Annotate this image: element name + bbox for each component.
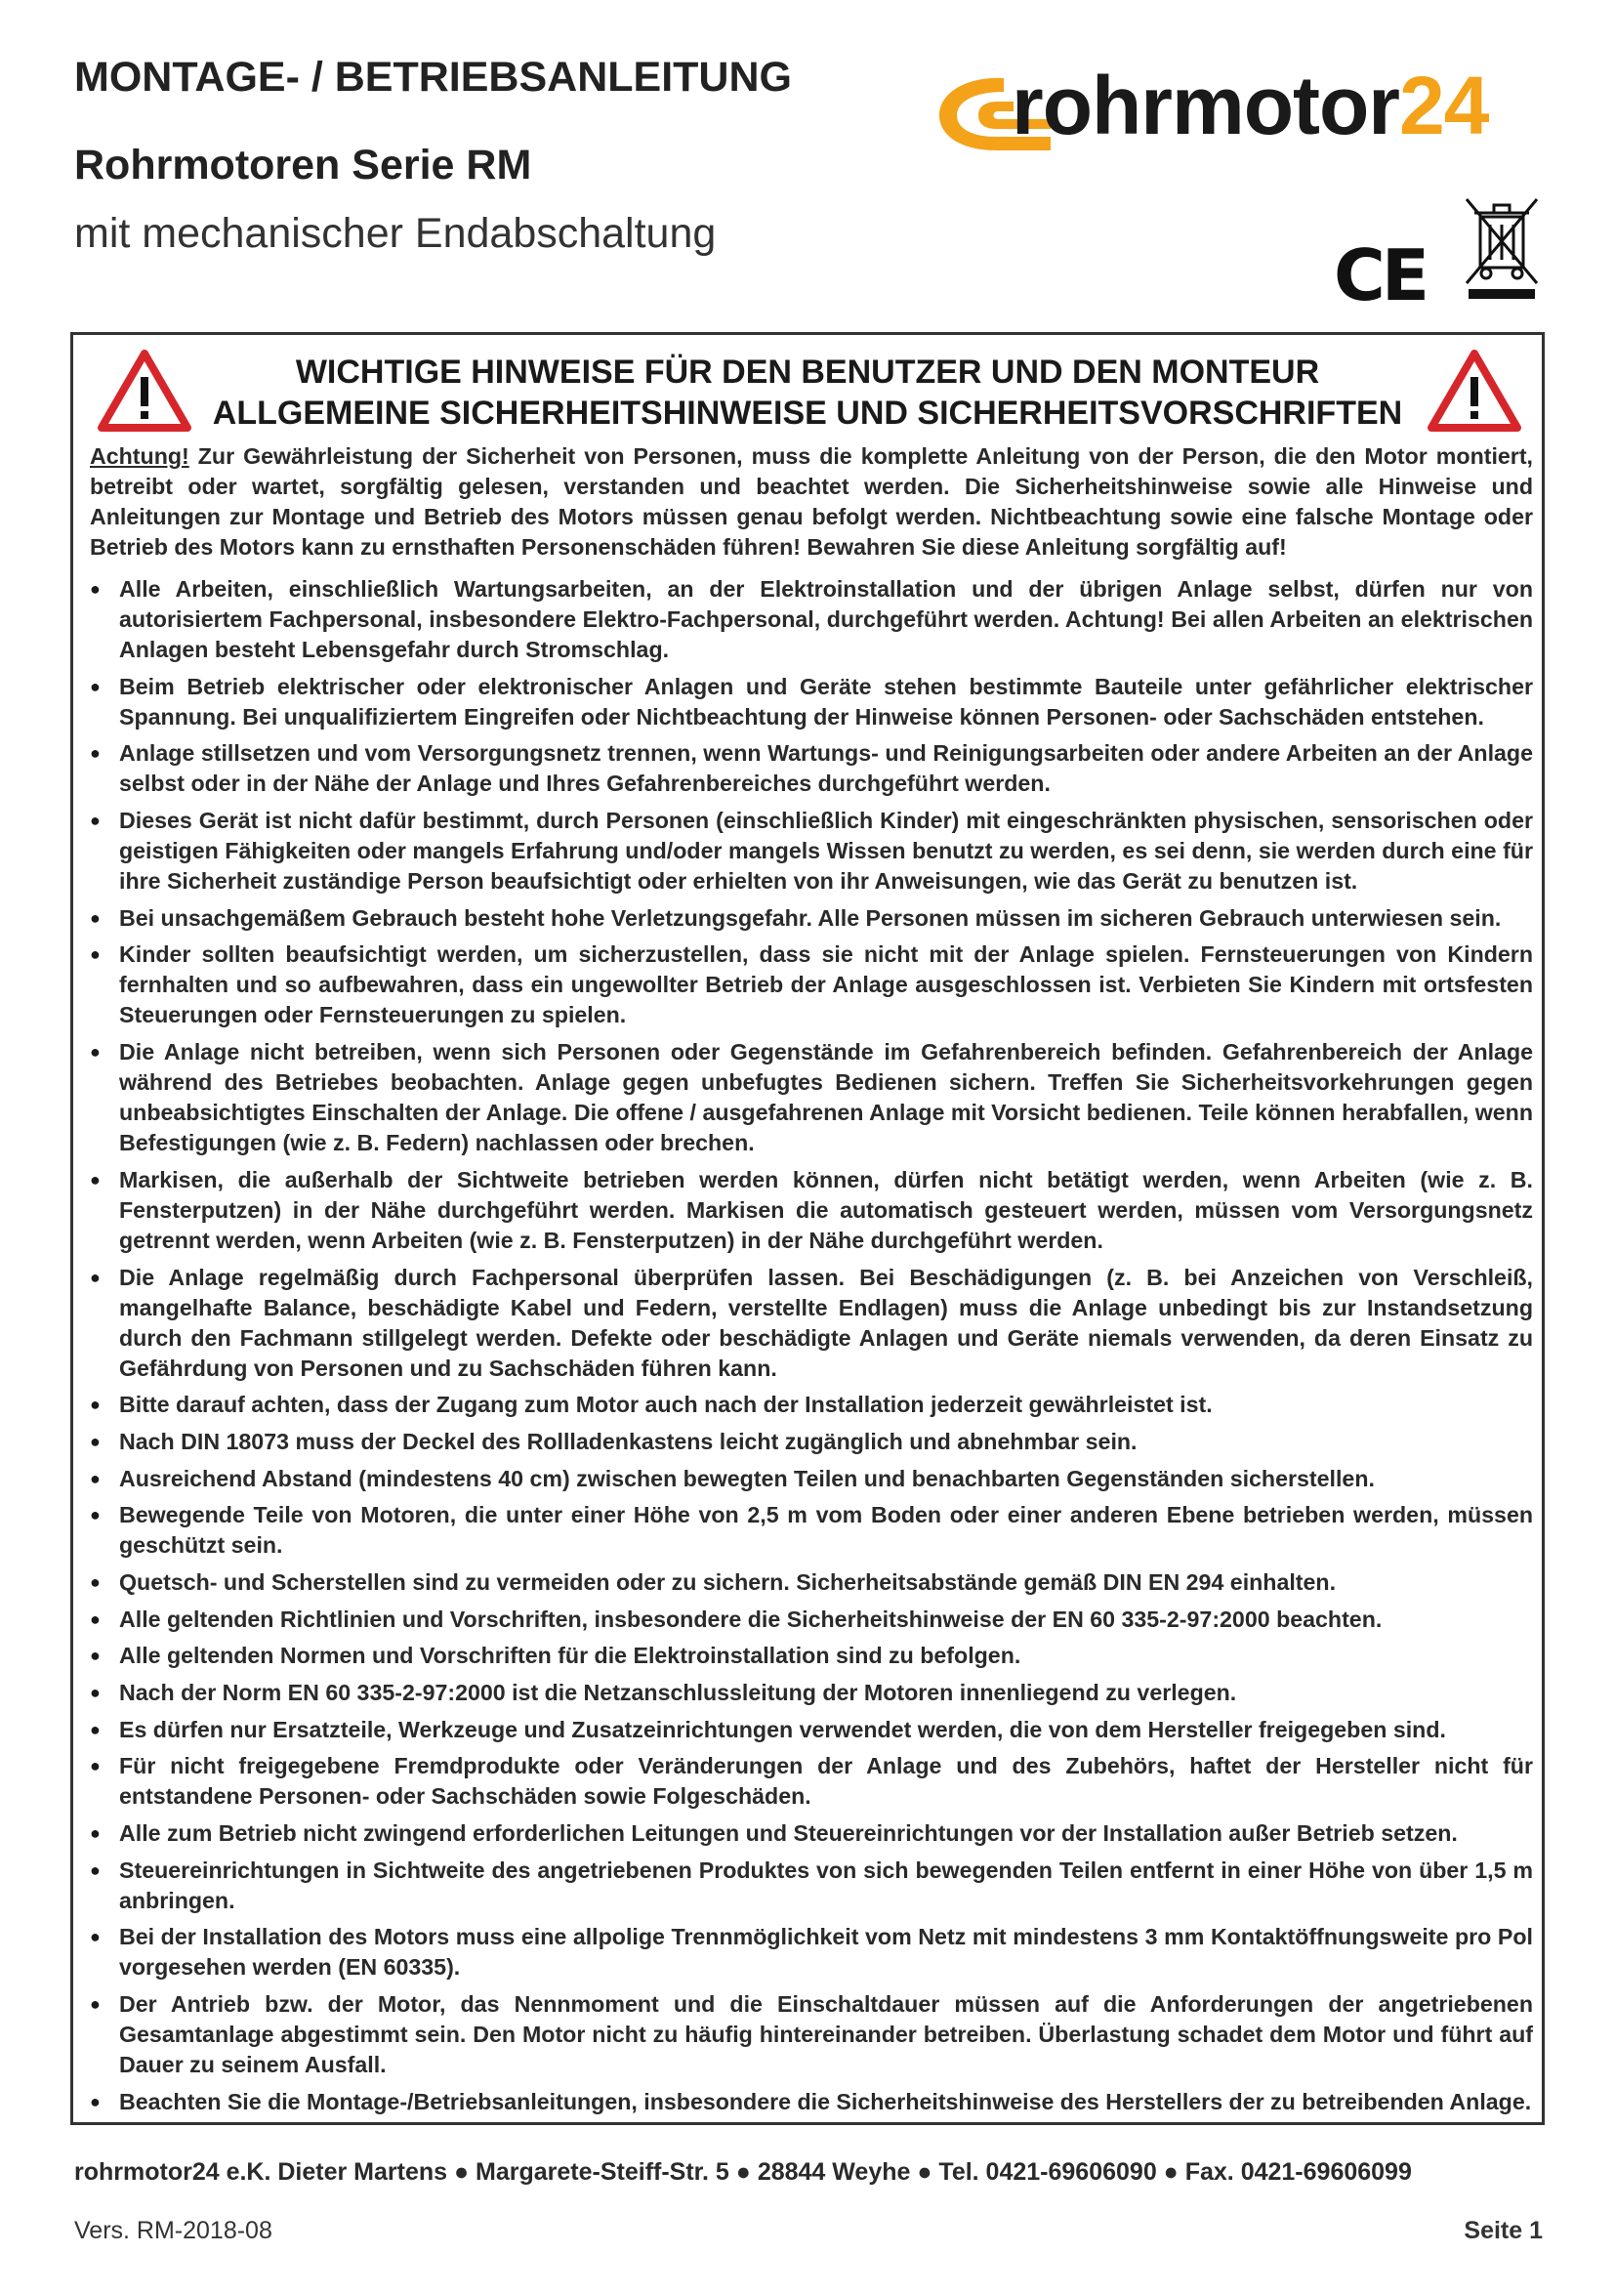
list-item: ● Der Antrieb bzw. der Motor, das Nennmoment und die Einschaltdauer müssen auf die Anforderungen der angetriebenen Gesamtanlage abgestimmt sein. Den Motor nicht zu häufig hintereinander betreiben. Überlastung schadet dem Motor und führt auf Dauer zu seinem Ausfall. <box>90 1989 1533 2080</box>
list-item: ● Alle Arbeiten, einschließlich Wartungsarbeiten, an der Elektroinstallation und der übrigen Anlage selbst, dürfen nur von autorisiertem Fachpersonal, insbesondere Elektro-Fachpersonal, durchgeführt werden. Achtung! Bei allen Arbeiten an elektrischen Anlagen besteht Lebensgefahr durch Stromschlag. <box>90 574 1533 665</box>
list-item: ● Alle zum Betrieb nicht zwingend erforderlichen Leitungen und Steuereinrichtungen vor der Installation außer Betrieb setzen. <box>90 1818 1533 1849</box>
warning-triangle-icon <box>1428 350 1521 432</box>
document-title: MONTAGE- / BETRIEBSANLEITUNG <box>74 54 792 101</box>
list-item: ● Quetsch- und Scherstellen sind zu vermeiden oder zu sichern. Sicherheitsabstände gemäß DIN EN 294 einhalten. <box>90 1567 1533 1598</box>
logo-text: rohrmotor <box>1012 60 1399 151</box>
document-version: Vers. RM-2018-08 <box>74 2217 272 2244</box>
footer-company-address: rohrmotor24 e.K. Dieter Martens ● Margarete-Steiff-Str. 5 ● 28844 Weyhe ● Tel. 0421-69606090 ● Fax. 0421-69606099 <box>74 2158 1412 2186</box>
logo-wordmark <box>1012 60 1489 151</box>
document-subtitle: Rohrmotoren Serie RM <box>74 142 532 188</box>
ce-mark-icon: CE <box>1334 234 1427 316</box>
list-item: ● Bitte darauf achten, dass der Zugang zum Motor auch nach der Installation jederzeit gewährleistet ist. <box>90 1390 1533 1420</box>
list-item: ● Bei der Installation des Motors muss eine allpolige Trennmöglichkeit vom Netz mit mindestens 3 mm Kontaktöffnungsweite pro Pol vorgesehen werden (EN 60335). <box>90 1922 1533 1983</box>
list-item: ● Markisen, die außerhalb der Sichtweite betrieben werden können, dürfen nicht betätigt werden, wenn Arbeiten (wie z. B. Fensterputzen) in der Nähe durchgeführt werden. Markisen die automatisch gesteuert werden, müssen vom Versorgungsnetz getrennt werden, wenn Arbeiten (wie z. B. Fensterputzen) in der Nähe durchgeführt werden. <box>90 1165 1533 1256</box>
list-item: ● Bewegende Teile von Motoren, die unter einer Höhe von 2,5 m vom Boden oder einer anderen Ebene betrieben werden, müssen geschützt sein. <box>90 1500 1533 1561</box>
document-subtitle-2: mit mechanischer Endabschaltung <box>74 210 717 257</box>
list-item: ● Alle geltenden Normen und Vorschriften für die Elektroinstallation sind zu befolgen. <box>90 1641 1533 1671</box>
logo-number: 24 <box>1398 60 1489 151</box>
weee-crossed-bin-icon <box>1463 191 1541 301</box>
list-item: ● Beachten Sie die Montage-/Betriebsanleitungen, insbesondere die Sicherheitshinweise des Herstellers der zu betreibenden Anlage. <box>90 2087 1533 2117</box>
list-item: ● Steuereinrichtungen in Sichtweite des angetriebenen Produktes von sich bewegenden Teilen entfernt in einer Höhe von über 1,5 m anbringen. <box>90 1856 1533 1916</box>
list-item: ● Beim Betrieb elektrischer oder elektronischer Anlagen und Geräte stehen bestimmte Bauteile unter gefährlicher elektrischer Spannung. Bei unqualifiziertem Eingreifen oder Nichtbeachtung der Hinweise können Personen- oder Sachschäden entstehen. <box>90 672 1533 732</box>
page-number: Seite 1 <box>1464 2217 1543 2244</box>
notice-subheading: ALLGEMEINE SICHERHEITSHINWEISE UND SICHERHEITSVORSCHRIFTEN <box>212 395 1403 432</box>
list-item: ● Dieses Gerät ist nicht dafür bestimmt, durch Personen (einschließlich Kinder) mit eingeschränkten physischen, sensorischen oder geistigen Fähigkeiten oder mangels Erfahrung und/oder mangels Wissen benutzt zu werden, es sei denn, sie werden durch eine für ihre Sicherheit zuständige Person beaufsichtigt oder erhielten von ihr Anweisungen, wie das Gerät zu benutzen ist. <box>90 806 1533 897</box>
safety-instructions-list <box>90 574 1533 2124</box>
list-item: ● Die Anlage regelmäßig durch Fachpersonal überprüfen lassen. Bei Beschädigungen (z. B. bei Anzeichen von Verschleiß, mangelhafte Balance, beschädigte Kabel und Federn, verstellte Endlagen) muss die Anlage unbedingt bis zur Instandsetzung durch den Fachmann stillgelegt werden. Defekte oder beschädigte Anlagen und Geräte niemals verwenden, da deren Einsatz zu Gefährdung von Personen und zu Sachschäden führen kann. <box>90 1263 1533 1384</box>
list-item: ● Alle geltenden Richtlinien und Vorschriften, insbesondere die Sicherheitshinweise der EN 60 335-2-97:2000 beachten. <box>90 1605 1533 1635</box>
list-item: ● Bei unsachgemäßem Gebrauch besteht hohe Verletzungsgefahr. Alle Personen müssen im sicheren Gebrauch unterwiesen sein. <box>90 903 1533 934</box>
list-item: ● Für nicht freigegebene Fremdprodukte oder Veränderungen der Anlage und des Zubehörs, haftet der Hersteller nicht für entstandene Personen- oder Sachschäden sowie Folgeschäden. <box>90 1751 1533 1812</box>
list-item: ● Die Anlage nicht betreiben, wenn sich Personen oder Gegenstände im Gefahrenbereich befinden. Gefahrenbereich der Anlage während des Betriebes beobachten. Anlage gegen unbefugtes Bedienen sichern. Treffen Sie Sicherheitsvorkehrungen gegen unbeabsichtigtes Einschalten der Anlage. Die offene / ausgefahrenen Anlage mit Vorsicht bedienen. Teile können herabfallen, wenn Befestigungen (wie z. B. Federn) nachlassen oder brechen. <box>90 1037 1533 1158</box>
list-item: ● Anlage stillsetzen und vom Versorgungsnetz trennen, wenn Wartungs- und Reinigungsarbeiten oder andere Arbeiten an der Anlage selbst oder in der Nähe der Anlage und Ihres Gefahrenbereiches durchgeführt werden. <box>90 738 1533 799</box>
warning-triangle-icon <box>98 350 191 432</box>
list-item: ● Nach DIN 18073 muss der Deckel des Rollladenkastens leicht zugänglich und abnehmbar sein. <box>90 1427 1533 1457</box>
list-item: ● Es dürfen nur Ersatzteile, Werkzeuge und Zusatzeinrichtungen verwendet werden, die von dem Hersteller freigegeben sind. <box>90 1715 1533 1745</box>
notice-heading: WICHTIGE HINWEISE FÜR DEN BENUTZER UND DEN MONTEUR <box>295 354 1320 391</box>
achtung-label: Achtung! <box>90 443 189 469</box>
notice-intro <box>90 441 1533 563</box>
intro-text: Zur Gewährleistung der Sicherheit von Personen, muss die komplette Anleitung von der Person, die den Motor montiert, betreibt oder wartet, sorgfältig gelesen, verstanden und beachtet werden. Die Sicherheitshinweise sowie alle Hinweise und Anleitungen zur Montage und Betrieb des Motors müssen genau befolgt werden. Nichtbeachtung sowie eine falsche Montage oder Betrieb des Motors kann zu ernsthaften Personenschäden führen! Bewahren Sie diese Anleitung sorgfältig auf! <box>90 443 1533 560</box>
list-item: ● Nach der Norm EN 60 335-2-97:2000 ist die Netzanschlussleitung der Motoren innenliegend zu verlegen. <box>90 1678 1533 1708</box>
list-item: ● Ausreichend Abstand (mindestens 40 cm) zwischen bewegten Teilen und benachbarten Gegenständen sicherstellen. <box>90 1464 1533 1494</box>
company-logo <box>935 60 1553 162</box>
list-item: ● Kinder sollten beaufsichtigt werden, um sicherzustellen, dass sie nicht mit der Anlage spielen. Fernsteuerungen von Kindern fernhalten und so aufbewahren, dass ein ungewollter Betrieb der Anlage ausgeschlossen ist. Verbieten Sie Kindern mit ortsfesten Steuerungen oder Fernsteuerungen zu spielen. <box>90 939 1533 1030</box>
